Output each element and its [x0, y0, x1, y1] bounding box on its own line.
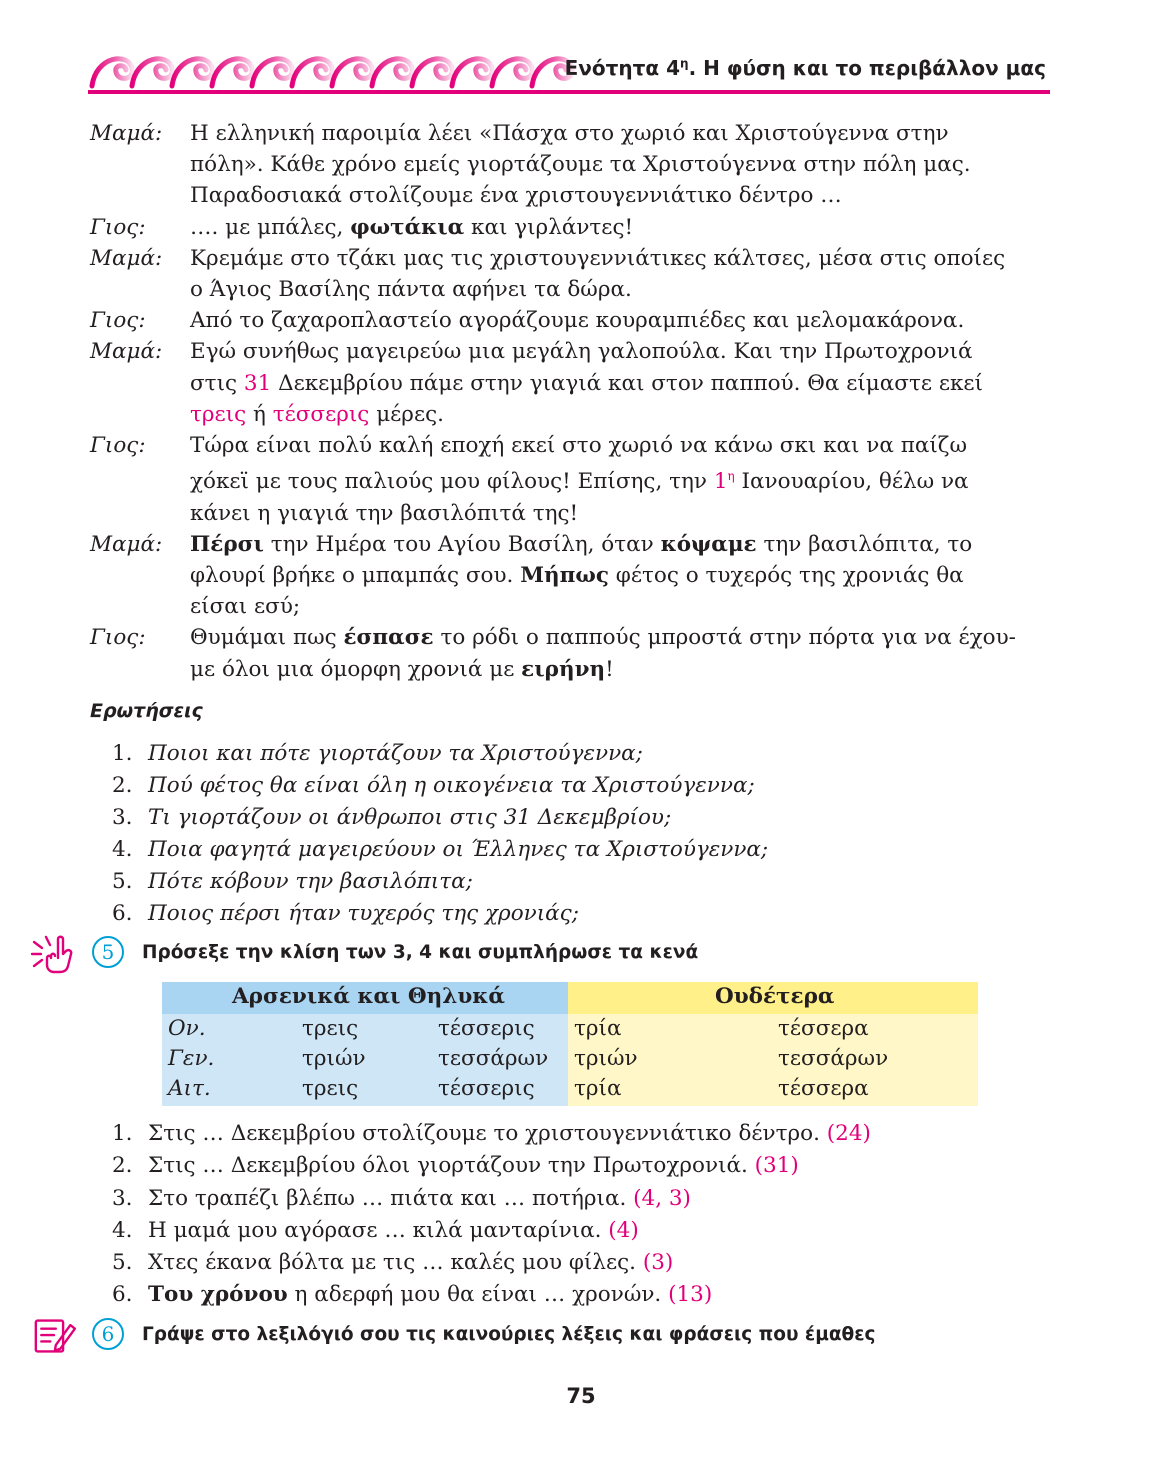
dialogue-line: Μαμά: Πέρσι την Ημέρα του Αγίου Βασίλη, όταν κόψαμε την βασιλόπιτα, το	[90, 529, 1050, 560]
speaker: Γιος:	[90, 433, 146, 459]
dialogue-line	[90, 118, 1050, 149]
list-item: 1. Ποιοι και πότε γιορτάζουν τα Χριστούγεννα;	[112, 741, 643, 766]
dialogue-line: Μαμά: Κρεμάμε στο τζάκι μας τις χριστουγεννιάτικες κάλτσες, μέσα στις οποίες	[90, 243, 1050, 274]
dialogue-line: τρεις ή τέσσερις μέρες.	[190, 401, 444, 427]
list-item: 2. Στις … Δεκεμβρίου όλοι γιορτάζουν την Πρωτοχρονιά. (31)	[112, 1153, 799, 1179]
header-rule	[88, 90, 1050, 94]
fill-in-list	[112, 1118, 871, 1312]
exercise-number-badge: 5	[92, 936, 124, 968]
table-cell: τριών	[302, 1046, 366, 1071]
exercise-6-heading	[30, 1316, 1030, 1356]
dialogue-line: χόκεϊ με τους παλιούς μου φίλους! Επίσης, την $1^\eta$ Ιανουαρίου, θέλω να	[190, 469, 969, 495]
table-cell: τρεις	[302, 1076, 359, 1101]
dialogue-line: φλουρί βρήκε ο μπαμπάς σου. Μήπως φέτος ο τυχερός της χρονιάς θα	[190, 563, 964, 588]
dialogue-text: Η ελληνική παροιμία λέει «Πάσχα στο χωριό και Χριστούγεννα στην	[190, 121, 949, 146]
questions-list	[112, 738, 768, 930]
dialogue	[90, 118, 1050, 685]
table-cell: τριών	[574, 1046, 638, 1071]
table-cell: τέσσερα	[778, 1076, 869, 1101]
dialogue-text: …. με μπάλες, φωτάκια και γιρλάντες!	[190, 214, 634, 240]
list-item: 5. Χτες έκανα βόλτα με τις … καλές μου φίλες. (3)	[112, 1250, 674, 1276]
dialogue-line: Γιος: Από το ζαχαροπλαστείο αγοράζουμε κουραμπιέδες και μελομακάρονα.	[90, 305, 1050, 336]
hand-pointing-icon	[30, 934, 78, 974]
list-item: 6. Του χρόνου η αδερφή μου θα είναι … χρονών. (13)	[112, 1282, 713, 1308]
speaker: Μαμά:	[90, 531, 163, 557]
declension-table	[162, 982, 978, 1106]
page-number: 75	[566, 1384, 596, 1408]
speaker: Μαμά:	[90, 245, 163, 271]
wave-ornament-icon	[88, 46, 588, 90]
table-cell: τεσσάρων	[778, 1046, 889, 1071]
dialogue-line: στις 31 Δεκεμβρίου πάμε στην γιαγιά και στον παππού. Θα είμαστε εκεί	[190, 370, 983, 396]
notepad-pencil-icon	[30, 1316, 78, 1356]
table-cell: τέσσερις	[438, 1076, 535, 1101]
list-item: 3. Τι γιορτάζουν οι άνθρωποι στις 31 Δεκεμβρίου;	[112, 805, 672, 830]
case-label: Γεν.	[168, 1046, 215, 1071]
speaker: Γιος:	[90, 625, 146, 651]
list-item: 3. Στο τραπέζι βλέπω … πιάτα και … ποτήρια. (4, 3)	[112, 1185, 691, 1211]
header-neuter-label: Ουδέτερα	[715, 984, 835, 1009]
table-cell: τέσσερις	[438, 1016, 535, 1041]
table-cell: τρία	[574, 1016, 622, 1041]
header-masc-fem-label: Αρσενικά και Θηλυκά	[232, 984, 505, 1009]
dialogue-line: Παραδοσιακά στολίζουμε ένα χριστουγεννιάτικο δέντρο …	[190, 183, 842, 209]
section-title: Ενότητα $4^\eta$. Η φύση και το περιβάλλον μας	[564, 56, 1046, 80]
dialogue-line: ο Άγιος Βασίλης πάντα αφήνει τα δώρα.	[190, 277, 632, 303]
dialogue-line: κάνει η γιαγιά την βασιλόπιτά της!	[190, 500, 579, 526]
list-item: 6. Ποιος πέρσι ήταν τυχερός της χρονιάς;	[112, 901, 579, 926]
dialogue-line: Γιος: Θυμάμαι πως έσπασε το ρόδι ο παππούς μπροστά στην πόρτα για να έχου-	[90, 622, 1050, 653]
table-cell: τεσσάρων	[438, 1046, 549, 1071]
page-header	[88, 44, 1050, 96]
exercise-instruction: Γράψε στο λεξιλόγιό σου τις καινούριες λέξεις και φράσεις που έμαθες	[142, 1324, 876, 1345]
questions-heading: Ερωτήσεις	[90, 700, 203, 722]
exercise-number-badge: 6	[92, 1318, 124, 1350]
dialogue-line	[90, 212, 1050, 243]
dialogue-line: με όλοι μια όμορφη χρονιά με ειρήνη!	[190, 656, 614, 682]
list-item: 2. Πού φέτος θα είναι όλη η οικογένεια τα Χριστούγεννα;	[112, 773, 755, 798]
table-cell: τρεις	[302, 1016, 359, 1041]
exercise-5-heading	[30, 934, 1030, 974]
speaker: Μαμά:	[90, 121, 163, 146]
dialogue-line: Μαμά: Εγώ συνήθως μαγειρεύω μια μεγάλη γαλοπούλα. Και την Πρωτοχρονιά	[90, 336, 1050, 367]
list-item: 1. Στις … Δεκεμβρίου στολίζουμε το χριστουγεννιάτικο δέντρο. (24)	[112, 1121, 871, 1146]
speaker: Γιος:	[90, 214, 146, 240]
table-cell: τρία	[574, 1076, 622, 1101]
list-item: 4. Η μαμά μου αγόρασε … κιλά μανταρίνια. (4)	[112, 1217, 639, 1243]
dialogue-line: Γιος: Τώρα είναι πολύ καλή εποχή εκεί στο χωριό να κάνω σκι και να παίζω	[90, 430, 1050, 461]
list-item: 5. Πότε κόβουν την βασιλόπιτα;	[112, 869, 473, 894]
case-label: Αιτ.	[168, 1076, 211, 1101]
speaker: Γιος:	[90, 308, 146, 334]
list-item: 4. Ποια φαγητά μαγειρεύουν οι Έλληνες τα Χριστούγεννα;	[112, 837, 769, 862]
case-label: Ον.	[168, 1016, 206, 1041]
dialogue-line: πόλη». Κάθε χρόνο εμείς γιορτάζουμε τα Χριστούγεννα στην πόλη μας.	[190, 152, 971, 178]
speaker: Μαμά:	[90, 339, 163, 365]
table-cell: τέσσερα	[778, 1016, 869, 1041]
exercise-instruction: Πρόσεξε την κλίση των 3, 4 και συμπλήρωσε τα κενά	[142, 942, 699, 963]
dialogue-line: είσαι εσύ;	[190, 594, 301, 620]
